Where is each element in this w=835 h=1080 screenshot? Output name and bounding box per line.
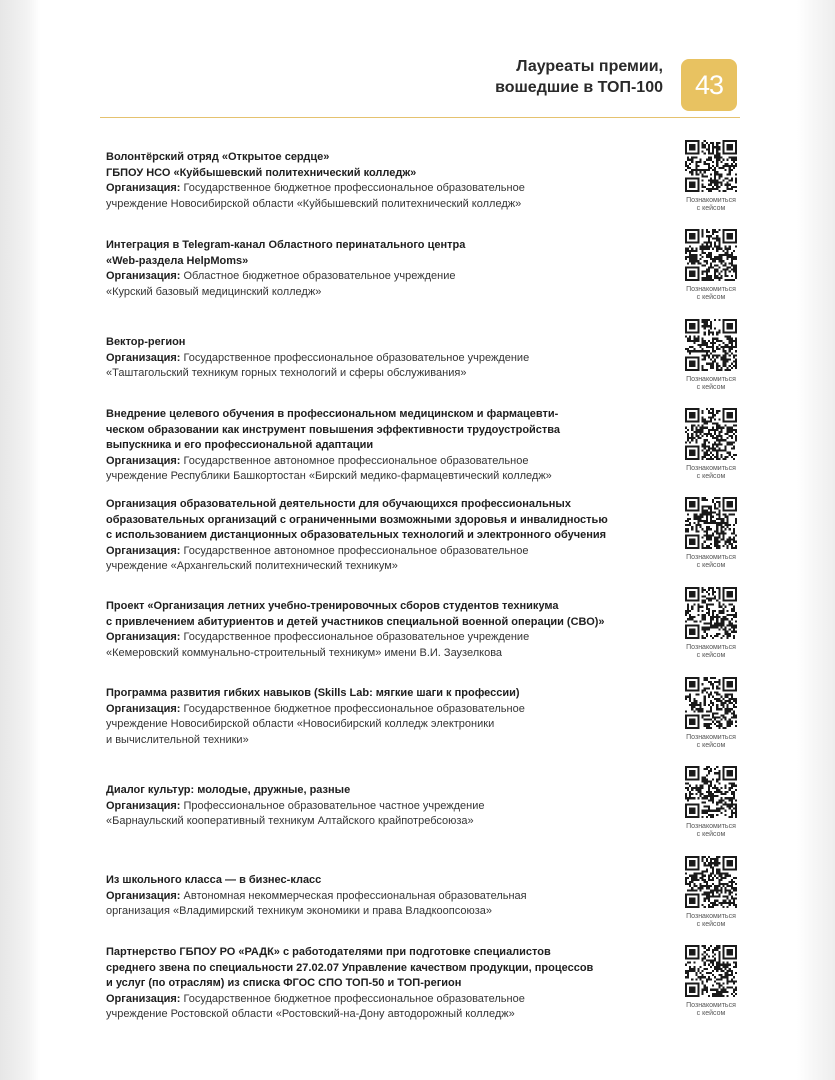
- qr-caption-line: с кейсом: [696, 205, 726, 212]
- organization-text: «Барнаульский кооперативный техникум Алтайского крайпотребсоюза»: [106, 815, 474, 827]
- organization-text: Государственное бюджетное профессиональное образовательное: [183, 992, 525, 1005]
- header-divider: [100, 117, 740, 118]
- organization-text: Автономная некоммерческая профессиональная образовательная: [183, 889, 527, 902]
- qr-code-pattern: [685, 766, 737, 818]
- laureate-entry-2: [106, 238, 666, 300]
- qr-caption-line: Познакомиться: [686, 465, 736, 472]
- qr-code[interactable]: [680, 677, 742, 729]
- entry-organization: [106, 544, 666, 575]
- qr-caption-line: Познакомиться: [686, 376, 736, 383]
- qr-code-pattern: [685, 140, 737, 192]
- organization-label: Организация:: [106, 454, 181, 467]
- entry-title-line: «Web-раздела HelpMoms»: [106, 254, 249, 267]
- entry-title: [106, 238, 666, 269]
- qr-code[interactable]: [680, 856, 742, 908]
- qr-caption-line: Познакомиться: [686, 823, 736, 830]
- organization-text: учреждение Новосибирской области «Новосибирский колледж электроники: [106, 718, 495, 730]
- organization-text: «Курский базовый медицинский колледж»: [106, 285, 322, 298]
- qr-caption-line: Познакомиться: [686, 1002, 736, 1009]
- entry-title-line: Организация образовательной деятельности для обучающихся профессиональных: [106, 498, 571, 510]
- qr-caption-line: с кейсом: [696, 652, 726, 659]
- entry-title-line: Вектор-регион: [106, 336, 186, 348]
- qr-caption-line: с кейсом: [696, 1010, 726, 1017]
- organization-label: Организация:: [106, 631, 181, 643]
- entry-title: [106, 407, 666, 454]
- qr-code[interactable]: [680, 587, 742, 639]
- qr-caption-line: с кейсом: [696, 831, 726, 838]
- qr-code[interactable]: [680, 497, 742, 549]
- entry-organization: [106, 889, 666, 920]
- entry-title: [106, 150, 666, 181]
- entry-title: [106, 686, 666, 702]
- qr-caption[interactable]: [672, 554, 750, 570]
- qr-code[interactable]: [680, 319, 742, 371]
- qr-code-pattern: [685, 587, 737, 639]
- qr-caption-line: Познакомиться: [686, 644, 736, 651]
- scan-shadow-left: [0, 0, 40, 1080]
- qr-code-pattern: [685, 319, 737, 371]
- qr-caption[interactable]: [672, 286, 750, 302]
- qr-caption-line: с кейсом: [696, 384, 726, 391]
- qr-caption-line: Познакомиться: [686, 197, 736, 204]
- qr-caption-line: Познакомиться: [686, 554, 736, 561]
- page-heading-line-2: вошедшие в ТОП-100: [495, 79, 663, 96]
- entry-organization: [106, 799, 666, 830]
- page-number-badge: 43: [681, 59, 737, 111]
- qr-code[interactable]: [680, 945, 742, 997]
- qr-caption[interactable]: [672, 376, 750, 392]
- qr-code[interactable]: [680, 766, 742, 818]
- qr-caption[interactable]: [672, 644, 750, 660]
- laureate-entry-3: [106, 335, 666, 382]
- entry-organization: [106, 454, 666, 485]
- entry-organization: [106, 269, 666, 300]
- organization-label: Организация:: [106, 889, 181, 902]
- qr-code-pattern: [685, 408, 737, 460]
- laureate-entry-6: [106, 599, 666, 661]
- organization-label: Организация:: [106, 799, 181, 812]
- organization-text: организация «Владимирский техникум экономики и права Владкоопсоюза»: [106, 905, 492, 917]
- entry-title-line: Проект «Организация летних учебно-тренировочных сборов студентов техникума: [106, 600, 559, 612]
- laureate-entry-4: [106, 407, 666, 485]
- organization-text: Государственное профессиональное образовательное учреждение: [183, 631, 530, 643]
- qr-code-pattern: [685, 677, 737, 729]
- entry-organization: [106, 181, 666, 212]
- qr-caption-line: Познакомиться: [686, 286, 736, 293]
- organization-text: «Кемеровский коммунально-строительный техникум» имени В.И. Заузелкова: [106, 646, 503, 659]
- laureate-entry-8: [106, 783, 666, 830]
- organization-text: учреждение Ростовской области «Ростовский-на-Дону автодорожный колледж»: [106, 1008, 515, 1020]
- laureate-entry-10: [106, 945, 666, 1023]
- entry-title: [106, 783, 666, 799]
- organization-text: учреждение Новосибирской области «Куйбышевский политехнический колледж»: [106, 197, 522, 210]
- qr-code[interactable]: [680, 140, 742, 192]
- qr-code-pattern: [685, 856, 737, 908]
- qr-caption-line: с кейсом: [696, 294, 726, 301]
- laureate-entry-7: [106, 686, 666, 748]
- entry-title-line: среднего звена по специальности 27.02.07 Управление качеством продукции, процессов: [106, 961, 594, 974]
- qr-caption-line: с кейсом: [696, 921, 726, 928]
- organization-label: Организация:: [106, 182, 181, 194]
- qr-caption[interactable]: [672, 734, 750, 750]
- entry-title: [106, 497, 666, 544]
- qr-caption-line: с кейсом: [696, 742, 726, 749]
- entry-title-line: Интеграция в Telegram-канал Областного перинатального центра: [106, 239, 466, 251]
- qr-caption[interactable]: [672, 197, 750, 213]
- entry-title: [106, 873, 666, 889]
- entry-title-line: ческом образовании как инструмент повышения эффективности трудоустройства: [106, 423, 561, 436]
- qr-code-pattern: [685, 229, 737, 281]
- entry-title-line: ГБПОУ НСО «Куйбышевский политехнический колледж»: [106, 166, 417, 179]
- laureate-entry-1: [106, 150, 666, 212]
- entry-title: [106, 945, 666, 992]
- organization-text: Государственное бюджетное профессиональное образовательное: [183, 702, 525, 715]
- qr-caption[interactable]: [672, 913, 750, 929]
- entry-title-line: с использованием дистанционных образовательных технологий и электронного обучения: [106, 529, 607, 541]
- organization-label: Организация:: [106, 270, 181, 282]
- qr-caption[interactable]: [672, 1002, 750, 1018]
- qr-caption-line: с кейсом: [696, 473, 726, 480]
- entry-title-line: Программа развития гибких навыков (Skills Lab: мягкие шаги к профессии): [106, 687, 520, 699]
- organization-label: Организация:: [106, 351, 181, 364]
- qr-code[interactable]: [680, 229, 742, 281]
- entry-title-line: и услуг (по отраслям) из списка ФГОС СПО ТОП-50 и ТОП-регион: [106, 977, 462, 989]
- organization-text: Профессиональное образовательное частное учреждение: [183, 799, 485, 812]
- entry-title-line: Из школьного класса — в бизнес-класс: [106, 874, 322, 886]
- organization-text: учреждение Республики Башкортостан «Бирский медико-фармацевтический колледж»: [106, 470, 552, 482]
- qr-code-pattern: [685, 497, 737, 549]
- organization-text: «Таштагольский техникум горных технологий и сферы обслуживания»: [106, 367, 467, 379]
- qr-caption[interactable]: [672, 823, 750, 839]
- entry-organization: [106, 630, 666, 661]
- entry-title: [106, 335, 666, 351]
- organization-text: учреждение «Архангельский политехнический техникум»: [106, 560, 398, 572]
- entry-title-line: Партнерство ГБПОУ РО «РАДК» с работодателями при подготовке специалистов: [106, 946, 551, 958]
- organization-label: Организация:: [106, 992, 181, 1005]
- entry-title-line: образовательных организаций с ограниченными возможными здоровья и инвалидностью: [106, 513, 608, 526]
- organization-text: Государственное профессиональное образовательное учреждение: [183, 351, 530, 364]
- entry-title-line: Волонтёрский отряд «Открытое сердце»: [106, 151, 330, 163]
- qr-caption-line: Познакомиться: [686, 734, 736, 741]
- entry-organization: [106, 702, 666, 749]
- organization-text: Государственное автономное профессиональное образовательное: [183, 454, 529, 467]
- entry-title: [106, 599, 666, 630]
- organization-text: Областное бюджетное образовательное учреждение: [183, 270, 456, 282]
- organization-text: и вычислительной техники»: [106, 733, 249, 746]
- entry-title-line: Диалог культур: молодые, дружные, разные: [106, 784, 351, 796]
- entry-title-line: выпускника и его профессиональной адаптации: [106, 439, 374, 451]
- qr-caption[interactable]: [672, 465, 750, 481]
- page-heading-line-1: Лауреаты премии,: [516, 58, 663, 75]
- page-heading: [243, 56, 663, 98]
- entry-organization: [106, 992, 666, 1023]
- organization-label: Организация:: [106, 544, 181, 557]
- entry-organization: [106, 351, 666, 382]
- qr-caption-line: Познакомиться: [686, 913, 736, 920]
- entry-title-line: с привлечением абитуриентов и детей участников специальной военной операции (СВО)»: [106, 615, 605, 628]
- entry-title-line: Внедрение целевого обучения в профессиональном медицинском и фармацевти-: [106, 408, 559, 420]
- scan-shadow-right: [797, 0, 835, 1080]
- qr-code[interactable]: [680, 408, 742, 460]
- qr-caption-line: с кейсом: [696, 562, 726, 569]
- organization-text: Государственное автономное профессиональное образовательное: [183, 544, 529, 557]
- organization-label: Организация:: [106, 702, 181, 715]
- qr-code-pattern: [685, 945, 737, 997]
- organization-text: Государственное бюджетное профессиональное образовательное: [183, 182, 525, 194]
- laureate-entry-9: [106, 873, 666, 920]
- laureate-entry-5: [106, 497, 666, 575]
